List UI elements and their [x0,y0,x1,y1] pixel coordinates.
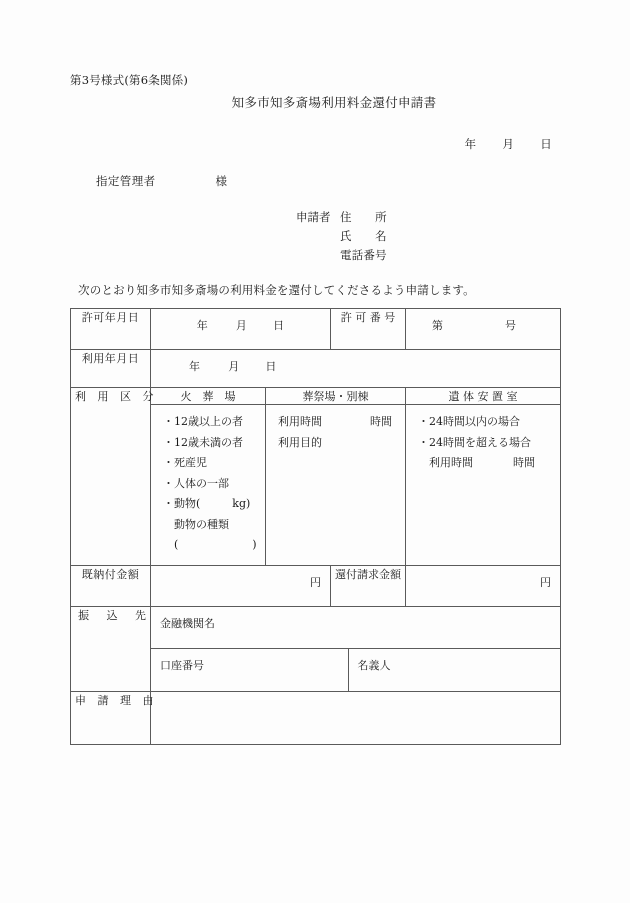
permit-number-label-cell: 許 可 番 号 [331,309,406,350]
date-year: 年 [464,137,477,151]
table-row-reason [71,691,561,744]
use-day: 日 [265,360,277,373]
paren-close: ) [252,538,257,551]
funeral-hall-hours-label: 利用時間 [278,415,322,428]
account-number-cell[interactable] [151,648,348,691]
permit-day: 日 [273,319,285,332]
crematorium-animal-type-label: 動物の種類 [174,517,229,531]
addressee-name: 指定管理者 [96,174,156,188]
crematorium-animal-prefix: ・動物( [163,497,201,510]
bank-name-label: 金融機関名 [160,616,215,630]
account-number-label: 口座番号 [160,658,204,672]
table-row-transfer [71,606,561,691]
usage-column-header-mortuary: 遺 体 安 置 室 [406,388,561,405]
form-number: 第3号様式(第6条関係) [70,73,189,87]
transfer-account-row [151,648,560,691]
transfer-label-cell: 振 込 先 [71,606,151,691]
usage-cell-crematorium[interactable] [151,405,266,566]
funeral-hall-hours-unit: 時間 [370,415,392,428]
account-holder-cell[interactable] [348,648,560,691]
permit-date-value-cell[interactable] [151,309,331,350]
refund-amount-value-cell[interactable] [406,565,561,606]
use-date-value-cell[interactable] [151,350,561,388]
permit-date-label-cell: 許可年月日 [71,309,151,350]
date-day: 日 [540,137,552,151]
applicant-block [296,208,387,265]
mortuary-hours-row [418,453,550,474]
paid-amount-unit: 円 [310,575,322,589]
lead-sentence: 次のとおり知多市知多斎場の利用料金を還付してくださるよう申請します。 [78,283,475,297]
permit-number-suffix: 号 [505,319,517,332]
funeral-hall-hours-row [278,412,395,433]
document-title: 知多市知多斎場利用料金還付申請書 [231,95,437,110]
permit-year: 年 [196,319,208,332]
table-row-usage-headers [71,388,561,405]
transfer-subtable [151,607,560,691]
crematorium-item-animal [163,494,255,515]
crematorium-item-3: ・人体の一部 [163,476,229,490]
addressee-honorific: 様 [215,174,228,188]
permit-number-value-cell[interactable] [406,309,561,350]
paren-open: ( [174,538,179,551]
table-row-use-date [71,350,561,388]
usage-cell-mortuary[interactable] [406,405,561,566]
date-month: 月 [502,137,515,151]
bank-name-cell[interactable] [151,607,560,649]
use-month: 月 [228,360,240,373]
use-year: 年 [189,360,201,373]
crematorium-animal-weight-unit: kg) [232,497,251,510]
table-row-amounts [71,565,561,606]
account-holder-label: 名義人 [357,658,391,672]
use-date-label-cell: 利用年月日 [71,350,151,388]
transfer-detail-cell [151,606,561,691]
applicant-label: 申請者 [296,210,331,224]
reason-label-cell: 申 請 理 由 [71,691,151,744]
application-table [70,308,561,745]
permit-month: 月 [235,319,248,332]
permit-number-prefix: 第 [432,319,444,332]
date-line [465,136,552,152]
mortuary-hours-unit: 時間 [513,456,536,469]
reason-value-cell[interactable] [151,691,561,744]
refund-amount-label-cell: 還付請求金額 [331,565,406,606]
applicant-address-label: 住 所 [340,210,387,224]
crematorium-item-2: ・死産児 [163,456,207,469]
crematorium-item-1: ・12歳未満の者 [163,435,243,449]
mortuary-hours-label: 利用時間 [429,456,474,469]
mortuary-item-1: ・24時間を超える場合 [418,435,532,449]
refund-amount-unit: 円 [540,575,552,589]
crematorium-item-0: ・12歳以上の者 [163,415,243,428]
transfer-bank-row [151,607,560,649]
applicant-name-label: 氏 名 [340,229,387,243]
usage-column-header-funeral-hall: 葬祭場・別棟 [266,388,406,405]
usage-cell-funeral-hall[interactable] [266,405,406,566]
funeral-hall-purpose-label: 利用目的 [278,435,322,449]
addressee [96,173,227,189]
usage-column-header-crematorium: 火 葬 場 [151,388,266,405]
applicant-phone-label: 電話番号 [340,248,387,262]
usage-category-label-cell: 利 用 区 分 [71,388,151,566]
mortuary-item-0: ・24時間以内の場合 [418,415,521,428]
paid-amount-label-cell: 既納付金額 [71,565,151,606]
table-row-permit-date [71,309,561,350]
crematorium-animal-type-field[interactable] [163,535,255,556]
paid-amount-value-cell[interactable] [151,565,331,606]
